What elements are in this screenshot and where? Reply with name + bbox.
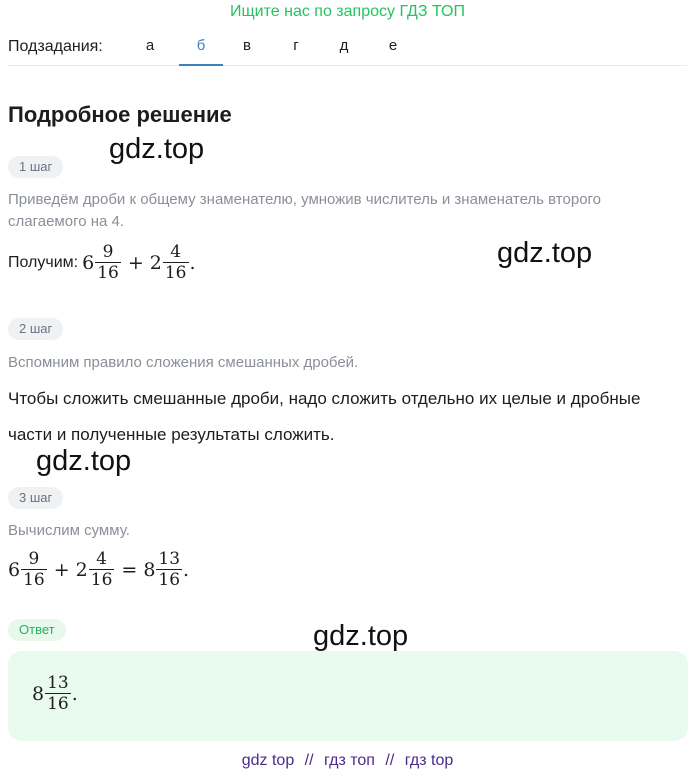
watermark: gdz.top	[109, 133, 205, 165]
step-1-text: Приведём дроби к общему знаменателю, умножив числитель и знаменатель второго слагаемого на 4.	[8, 191, 602, 230]
fraction	[89, 549, 115, 590]
tab-g[interactable]: г	[293, 37, 299, 54]
plus-sign: +	[127, 251, 144, 274]
equals-sign: =	[121, 558, 138, 581]
promo-banner[interactable]: Ищите нас по запросу ГДЗ ТОП	[230, 3, 465, 20]
denominator: 16	[97, 263, 119, 283]
fraction	[95, 242, 121, 283]
fraction	[21, 549, 47, 590]
denominator: 16	[158, 570, 181, 590]
numerator: 13	[47, 673, 69, 693]
fraction	[156, 549, 182, 590]
tab-v[interactable]: в	[243, 37, 251, 54]
answer-box	[8, 651, 688, 741]
step-3-result	[8, 549, 189, 590]
period: .	[183, 558, 190, 581]
step-2-chip: 2 шаг	[8, 318, 63, 340]
result-lead: Получим:	[8, 253, 79, 271]
footer-separator: //	[385, 752, 395, 769]
step-2-text: Вспомним правило сложения смешанных дробей.	[8, 354, 359, 371]
tab-b[interactable]: б	[179, 34, 223, 66]
numerator: 13	[158, 549, 181, 569]
denominator: 16	[164, 263, 187, 283]
watermark: gdz.top	[313, 620, 409, 652]
footer-separator: //	[304, 752, 314, 769]
denominator: 16	[90, 570, 113, 590]
page-title: Подробное решение	[8, 102, 232, 127]
numerator: 4	[96, 549, 107, 569]
subtasks-bar	[8, 34, 687, 66]
footer-link[interactable]: гдз top	[404, 752, 454, 769]
whole-part: 8	[32, 682, 45, 705]
numerator: 9	[102, 242, 114, 262]
whole-part: 2	[75, 558, 88, 581]
fraction	[163, 242, 189, 283]
answer-chip: Ответ	[8, 619, 66, 641]
answer-value	[32, 673, 78, 714]
whole-part: 6	[8, 558, 21, 581]
footer-link[interactable]: gdz top	[241, 752, 295, 769]
tab-a[interactable]: а	[145, 37, 155, 54]
plus-sign: +	[53, 558, 70, 581]
tab-d[interactable]: д	[339, 37, 349, 54]
tab-e[interactable]: е	[388, 37, 398, 54]
step-3-chip: 3 шаг	[8, 487, 63, 509]
step-1-result	[8, 242, 196, 283]
whole-part: 8	[143, 558, 156, 581]
watermark: gdz.top	[497, 237, 593, 269]
subtasks-label: Подзадания:	[8, 38, 103, 55]
step-1-chip: 1 шаг	[8, 156, 63, 178]
footer-links	[0, 752, 695, 770]
whole-part: 2	[149, 251, 162, 274]
fraction	[45, 673, 71, 714]
watermark: gdz.top	[36, 445, 132, 477]
period: .	[189, 251, 196, 274]
numerator: 4	[170, 242, 182, 262]
period: .	[71, 682, 78, 705]
denominator: 16	[47, 694, 69, 714]
denominator: 16	[23, 570, 45, 590]
numerator: 9	[28, 549, 40, 569]
step-3-text: Вычислим сумму.	[8, 522, 130, 539]
whole-part: 6	[82, 251, 95, 274]
footer-link[interactable]: гдз топ	[324, 752, 375, 769]
step-2-rule: Чтобы сложить смешанные дроби, надо сложить отдельно их целые и дробные части и полученные результаты сложить.	[8, 389, 641, 444]
